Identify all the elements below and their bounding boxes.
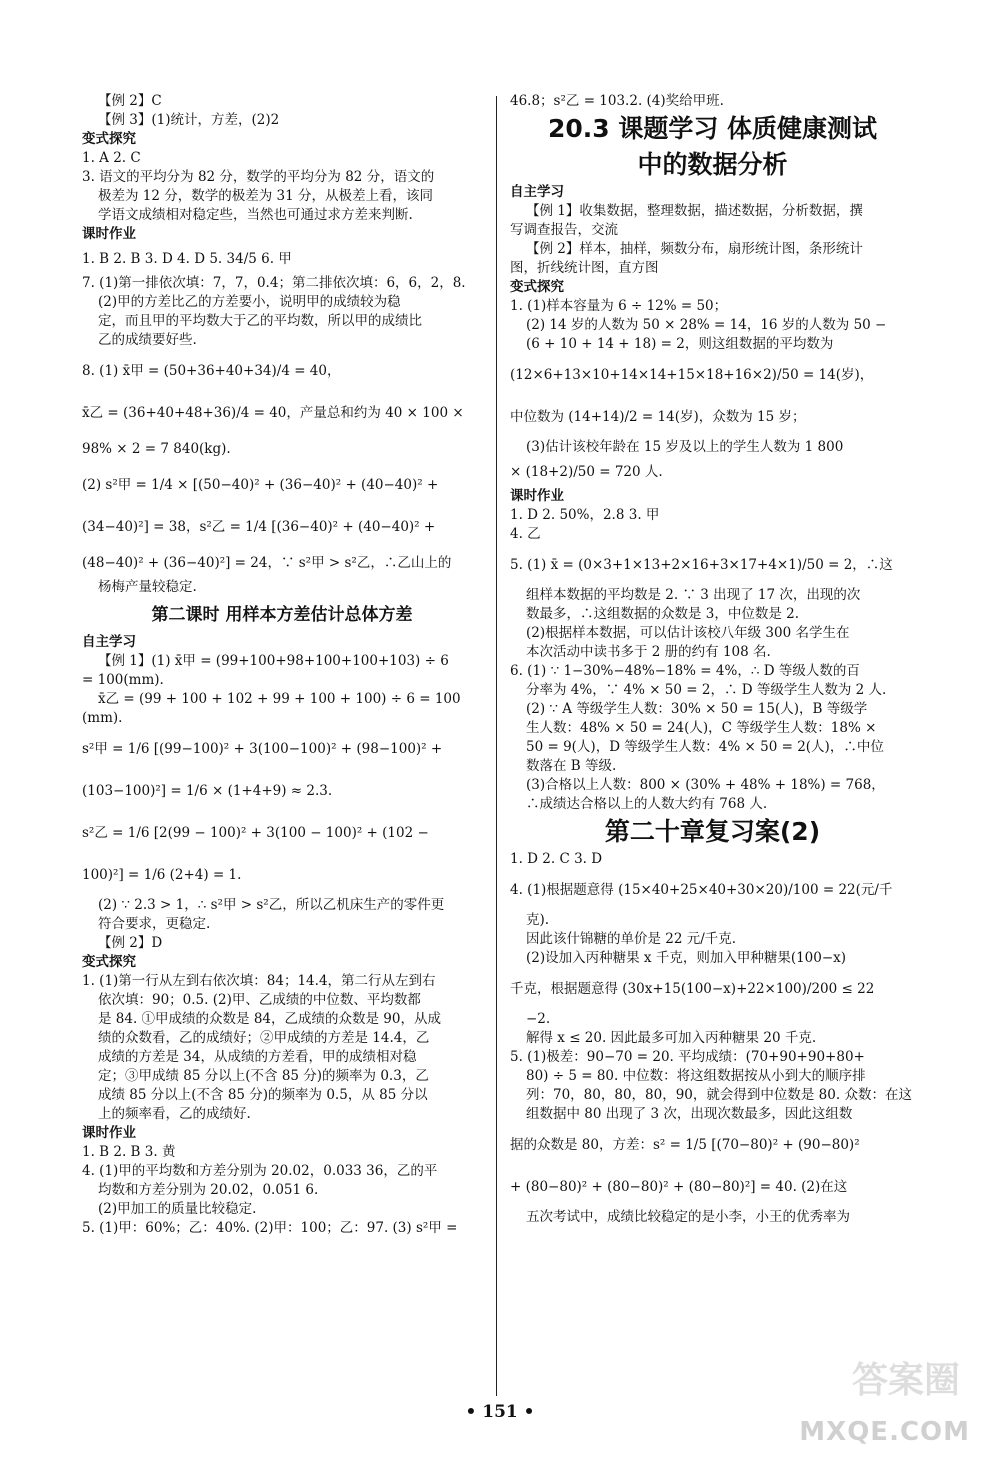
text-line: (2) 14 岁的人数为 50 × 28% = 14，16 岁的人数为 50 − xyxy=(526,317,887,333)
text-line: 5. (1)极差：90−70 = 20. 平均成绩：(70+90+90+80+ xyxy=(510,1049,865,1065)
text-line: 定，而且甲的平均数大于乙的平均数，所以甲的成绩比 xyxy=(98,313,422,329)
section-heading: 变式探究 xyxy=(510,279,564,295)
text-line: 定；③甲成绩 85 分以上(不含 85 分)的频率为 0.3，乙 xyxy=(98,1068,429,1084)
text-line: 上的频率看，乙的成绩好. xyxy=(98,1106,251,1122)
watermark-logo: 答案圈 xyxy=(851,1360,960,1401)
text-line: s²甲 = 1/6 [(99−100)² + 3(100−100)² + (98−100)² + xyxy=(82,741,443,757)
text-line: 图，折线统计图，直方图 xyxy=(510,260,659,276)
text-line: 组样本数据的平均数是 2. ∵ 3 出现了 17 次，出现的次 xyxy=(526,587,861,603)
text-line: × (18+2)/50 = 720 人. xyxy=(510,464,663,480)
text-line: 46.8；s²乙 = 103.2. (4)奖给甲班. xyxy=(510,93,724,109)
text-line: 写调查报告，交流 xyxy=(510,222,618,238)
text-line: (103−100)²] = 1/6 × (1+4+9) ≈ 2.3. xyxy=(82,783,333,799)
text-line: 据的众数是 80，方差：s² = 1/5 [(70−80)² + (90−80)² xyxy=(510,1137,860,1153)
text-line: (34−40)²] = 38，s²乙 = 1/4 [(36−40)² + (40−40)² + xyxy=(82,519,436,535)
section-heading: 自主学习 xyxy=(510,184,564,200)
text-line: 1. D 2. C 3. D xyxy=(510,851,603,867)
page-number: • 151 • xyxy=(465,1402,535,1422)
text-line: 【例 1】(1) x̄甲 = (99+100+98+100+100+103) ÷ 6 xyxy=(98,653,449,669)
text-line: 98% × 2 = 7 840(kg). xyxy=(82,441,231,457)
text-line: (48−40)² + (36−40)²] = 24，∵ s²甲 > s²乙，∴乙山上的 xyxy=(82,555,452,571)
text-line: 1. (1)第一行从左到右依次填：84；14.4，第二行从左到右 xyxy=(82,973,436,989)
text-line: 【例 1】收集数据，整理数据，描述数据，分析数据，撰 xyxy=(526,203,863,219)
text-line: 1. (1)样本容量为 6 ÷ 12% = 50； xyxy=(510,298,728,314)
text-line: 本次活动中读书多于 2 册的约有 108 名. xyxy=(526,644,771,660)
text-line: −2. xyxy=(526,1011,551,1027)
text-line: 乙的成绩要好些. xyxy=(98,332,197,348)
text-line: 因此该什锦糖的单价是 22 元/千克. xyxy=(526,931,737,947)
text-line: 1. B 2. B 3. 黄 xyxy=(82,1144,176,1160)
chapter-title: 第二十章复习案(2) xyxy=(604,817,821,846)
text-line: 100)²] = 1/6 (2+4) = 1. xyxy=(82,867,242,883)
text-line: s²乙 = 1/6 [2(99 − 100)² + 3(100 − 100)² + (102 − xyxy=(82,825,429,841)
text-line: 中位数为 (14+14)/2 = 14(岁)，众数为 15 岁； xyxy=(510,409,806,425)
text-line: 数最多，∴这组数据的众数是 3，中位数是 2. xyxy=(526,606,800,622)
text-line: 5. (1) x̄ = (0×3+1×13+2×16+3×17+4×1)/50 = 2，∴这 xyxy=(510,557,893,573)
text-line: (12×6+13×10+14×14+15×18+16×2)/50 = 14(岁)， xyxy=(510,367,874,383)
column-divider xyxy=(496,96,497,1396)
text-line: 1. D 2. 50%，2.8 3. 甲 xyxy=(510,507,660,523)
text-line: 组数据中 80 出现了 3 次，出现次数最多，因此这组数 xyxy=(526,1106,853,1122)
text-line: 克). xyxy=(526,912,550,928)
text-line: 6. (1) ∵ 1−30%−48%−18% = 4%，∴ D 等级人数的百 xyxy=(510,663,860,679)
text-line: x̄乙 = (99 + 100 + 102 + 99 + 100 + 100) ÷ 6 = 100 xyxy=(98,691,461,707)
text-line: (2) s²甲 = 1/4 × [(50−40)² + (36−40)² + (40−40)² + xyxy=(82,477,439,493)
text-line: 80) ÷ 5 = 80. 中位数：将这组数据按从小到大的顺序排 xyxy=(526,1068,866,1084)
text-line: 分率为 4%，∵ 4% × 50 = 2，∴ D 等级学生人数为 2 人. xyxy=(526,682,887,698)
right-column xyxy=(510,92,915,1227)
text-line: 1. B 2. B 3. D 4. D 5. 34/5 6. 甲 xyxy=(82,251,292,267)
text-line: 千克，根据题意得 (30x+15(100−x)+22×100)/200 ≤ 22 xyxy=(510,981,875,997)
text-line: 1. A 2. C xyxy=(82,150,141,166)
text-line: 8. (1) x̄甲 = (50+36+40+34)/4 = 40， xyxy=(82,363,341,379)
text-line: (2)根据样本数据，可以估计该校八年级 300 名学生在 xyxy=(526,625,850,641)
text-line: 列：70，80，80，80，90，就会得到中位数是 80. 众数：在这 xyxy=(526,1087,912,1103)
text-line: 杨梅产量较稳定. xyxy=(98,579,197,595)
text-line: 3. 语文的平均分为 82 分，数学的平均分为 82 分，语文的 xyxy=(82,169,435,185)
text-line: 成绩 85 分以上(不含 85 分)的频率为 0.5，从 85 分以 xyxy=(98,1087,428,1103)
section-heading: 自主学习 xyxy=(82,634,136,650)
text-line: 绩的众数看，乙的成绩好；②甲成绩的方差是 14.4，乙 xyxy=(98,1030,430,1046)
text-line: 依次填：90；0.5. (2)甲、乙成绩的中位数、平均数都 xyxy=(98,992,421,1008)
text-line: 数落在 B 等级. xyxy=(526,758,617,774)
watermark-text: MXQE.COM xyxy=(799,1417,970,1447)
text-line: (mm). xyxy=(82,710,123,726)
chapter-title: 中的数据分析 xyxy=(637,150,788,179)
section-heading: 课时作业 xyxy=(82,1125,136,1141)
text-line: 4. (1)根据题意得 (15×40+25×40+30×20)/100 = 22(元/千 xyxy=(510,882,893,898)
text-line: 【例 3】(1)统计，方差，(2)2 xyxy=(98,112,280,128)
chapter-title: 20.3 课题学习 体质健康测试 xyxy=(547,114,878,143)
lesson-subtitle: 第二课时 用样本方差估计总体方差 xyxy=(151,605,413,625)
text-line: 解得 x ≤ 20. 因此最多可加入丙种糖果 20 千克. xyxy=(526,1030,817,1046)
text-line: x̄乙 = (36+40+48+36)/4 = 40，产量总和约为 40 × 100 × xyxy=(82,405,464,421)
text-line: 【例 2】C xyxy=(98,93,162,109)
text-line: ∴成绩达合格以上的人数大约有 768 人. xyxy=(526,796,768,812)
text-line: 均数和方差分别为 20.02，0.051 6. xyxy=(98,1182,319,1198)
text-line: 极差为 12 分，数学的极差为 31 分，从极差上看，该同 xyxy=(98,188,434,204)
text-line: 【例 2】样本，抽样，频数分布，扇形统计图，条形统计 xyxy=(526,241,863,257)
text-line: 学语文成绩相对稳定些，当然也可通过求方差来判断. xyxy=(98,207,413,223)
text-line: 5. (1)甲：60%；乙：40%. (2)甲：100；乙：97. (3) s²甲 = xyxy=(82,1220,458,1236)
text-line: (2)甲加工的质量比较稳定. xyxy=(98,1201,257,1217)
text-line: 50 = 9(人)，D 等级学生人数：4% × 50 = 2(人)，∴中位 xyxy=(526,739,884,755)
section-heading: 变式探究 xyxy=(82,954,136,970)
section-heading: 课时作业 xyxy=(82,226,136,242)
text-line: 符合要求，更稳定. xyxy=(98,916,211,932)
text-line: 7. (1)第一排依次填：7，7，0.4；第二排依次填：6，6，2，8. xyxy=(82,275,466,291)
text-line: (2) ∵ A 等级学生人数：30% × 50 = 15(人)，B 等级学 xyxy=(526,701,868,717)
left-column xyxy=(82,92,482,1238)
text-line: (2)设加入丙种糖果 x 千克，则加入甲种糖果(100−x) xyxy=(526,950,847,966)
text-line: = 100(mm). xyxy=(82,672,164,688)
text-line: 是 84. ①甲成绩的众数是 84，乙成绩的众数是 90，从成 xyxy=(98,1011,441,1027)
text-line: 4. (1)甲的平均数和方差分别为 20.02，0.033 36，乙的平 xyxy=(82,1163,438,1179)
text-line: (3)合格以上人数：800 × (30% + 48% + 18%) = 768， xyxy=(526,777,885,793)
section-heading: 课时作业 xyxy=(510,488,564,504)
section-heading: 变式探究 xyxy=(82,131,136,147)
text-line: (2)甲的方差比乙的方差要小，说明甲的成绩较为稳 xyxy=(98,294,401,310)
text-line: 成绩的方差是 34，从成绩的方差看，甲的成绩相对稳 xyxy=(98,1049,417,1065)
text-line: (6 + 10 + 14 + 18) = 2，则这组数据的平均数为 xyxy=(526,336,834,352)
text-line: 【例 2】D xyxy=(98,935,163,951)
text-line: (2) ∵ 2.3 > 1，∴ s²甲 > s²乙，所以乙机床生产的零件更 xyxy=(98,897,445,913)
text-line: 4. 乙 xyxy=(510,526,541,542)
text-line: (3)估计该校年龄在 15 岁及以上的学生人数为 1 800 xyxy=(526,439,844,455)
text-line: + (80−80)² + (80−80)² + (80−80)²] = 40. (2)在这 xyxy=(510,1179,848,1195)
text-line: 生人数：48% × 50 = 24(人)，C 等级学生人数：18% × xyxy=(526,720,877,736)
text-line: 五次考试中，成绩比较稳定的是小李，小王的优秀率为 xyxy=(526,1209,850,1225)
